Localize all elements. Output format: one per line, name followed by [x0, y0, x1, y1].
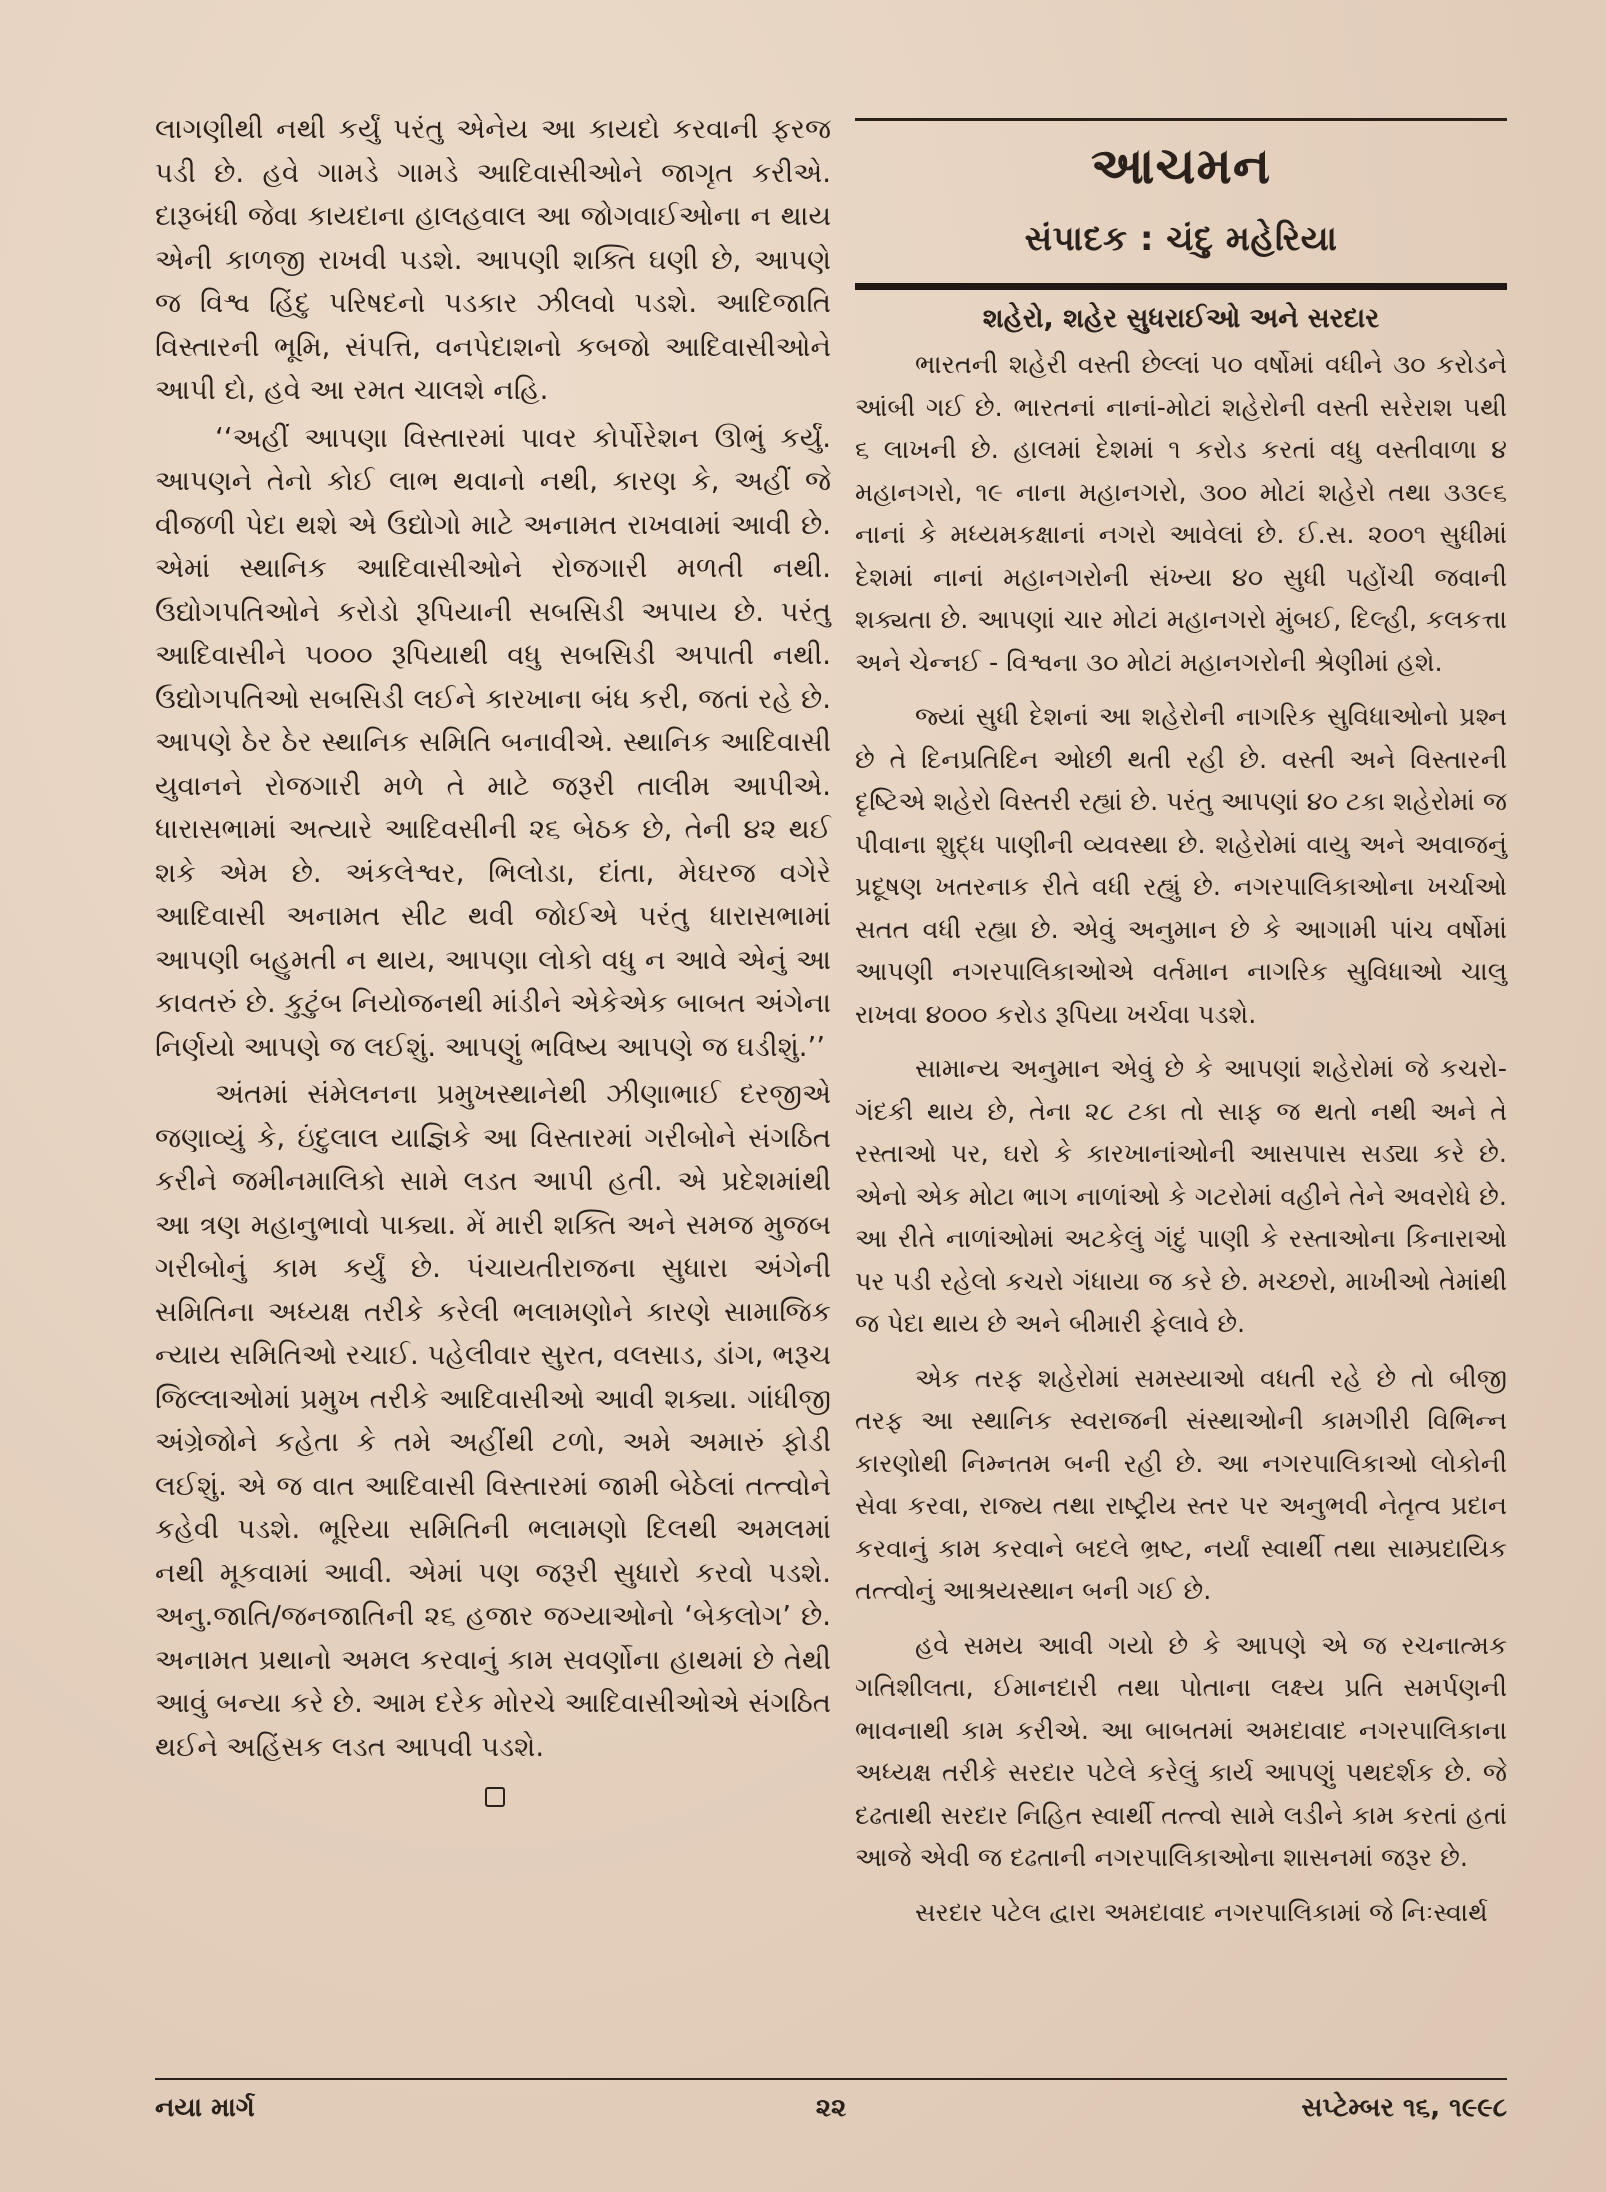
top-rule: [855, 118, 1507, 121]
right-paragraph-1: ભારતની શહેરી વસ્તી છેલ્લાં ૫૦ વર્ષોમાં વધીને ૩૦ કરોડને આંબી ગઈ છે. ભારતનાં નાનાં-મોટાં શહેરોની વસ્તી સરેરાશ ૫થી ૬ લાખની છે. હાલમાં દેશમાં ૧ કરોડ કરતાં વધુ વસ્તીવાળા ૪ મહાનગરો, ૧૯ નાના મહાનગરો, ૩૦૦ મોટાં શહેરો તથા ૩૩૯૬ નાનાં કે મધ્યમકક્ષાનાં નગરો આવેલાં છે. ઈ.સ. ૨૦૦૧ સુધીમાં દેશમાં નાનાં મહાનગરોની સંખ્યા ૪૦ સુધી પહોંચી જવાની શક્યતા છે. આપણાં ચાર મોટાં મહાનગરો મુંબઈ, દિલ્હી, કલકત્તા અને ચેન્નઈ - વિશ્વના ૩૦ મોટાં મહાનગરોની શ્રેણીમાં હશે.: [855, 350, 1507, 678]
left-paragraph-2: ‘‘અહીં આપણા વિસ્તારમાં પાવર કોર્પોરેશન ઊભું કર્યું. આપણને તેનો કોઈ લાભ થવાનો નથી, કારણ કે, અહીં જે વીજળી પેદા થશે એ ઉદ્યોગો માટે અનામત રાખવામાં આવી છે. એમાં સ્થાનિક આદિવાસીઓને રોજગારી મળતી નથી. ઉદ્યોગપતિઓને કરોડો રૂપિયાની સબસિડી અપાય છે. પરંતુ આદિવાસીને ૫૦૦૦ રૂપિયાથી વધુ સબસિડી અપાતી નથી. ઉદ્યોગપતિઓ સબસિડી લઈને કારખાના બંધ કરી, જતાં રહે છે. આપણે ઠેર ઠેર સ્થાનિક સમિતિ બનાવીએ. સ્થાનિક આદિવાસી યુવાનને રોજગારી મળે તે માટે જરૂરી તાલીમ આપીએ. ધારાસભામાં અત્યારે આદિવસીની ૨૬ બેઠક છે, તેની ૪૨ થઈ શકે એમ છે. અંકલેશ્વર, ભિલોડા, દાંતા, મેઘરજ વગેરે આદિવાસી અનામત સીટ થવી જોઈએ પરંતુ ધારાસભામાં આપણી બહુમતી ન થાય, આપણા લોકો વધુ ન આવે એનું આ કાવતરું છે. કુટુંબ નિયોજનથી માંડીને એકેએક બાબત અંગેના નિર્ણયો આપણે જ લઈશું. આપણું ભવિષ્ય આપણે જ ઘડીશું.’’: [155, 421, 831, 1063]
article-title: શહેરો, શહેર સુધરાઈઓ અને સરદાર: [982, 303, 1380, 334]
right-column: [855, 118, 1507, 1934]
publication-name: નયા માર્ગ: [155, 2093, 255, 2123]
end-of-article-mark: [485, 1787, 505, 1807]
editor-line: સંપાદક : ચંદુ મહેરિયા: [1024, 219, 1338, 259]
right-paragraph-4: એક તરફ શહેરોમાં સમસ્યાઓ વધતી રહે છે તો બીજી તરફ આ સ્થાનિક સ્વરાજની સંસ્થાઓની કામગીરી વિભિન્ન કારણોથી નિમ્નતમ બની રહી છે. આ નગરપાલિકાઓ લોકોની સેવા કરવા, રાજ્ય તથા રાષ્ટ્રીય સ્તર પર અનુભવી નેતૃત્વ પ્રદાન કરવાનું કામ કરવાને બદલે ભ્રષ્ટ, નર્યાં સ્વાર્થી તથા સામ્પ્રદાયિક તત્ત્વોનું આશ્રયસ્થાન બની ગઈ છે.: [855, 1363, 1507, 1606]
footer-rule: [155, 2078, 1507, 2080]
right-paragraph-5: હવે સમય આવી ગયો છે કે આપણે એ જ રચનાત્મક ગતિશીલતા, ઈમાનદારી તથા પોતાના લક્ષ્ય પ્રતિ સમર્પણની ભાવનાથી કામ કરીએ. આ બાબતમાં અમદાવાદ નગરપાલિકાના અધ્યક્ષ તરીકે સરદાર પટેલે કરેલું કાર્ય આપણું પથદર્શક છે. જે દઢતાથી સરદાર નિહિત સ્વાર્થી તત્ત્વો સામે લડીને કામ કરતાં હતાં આજે એવી જ દઢતાની નગરપાલિકાઓના શાસનમાં જરૂર છે.: [855, 1630, 1507, 1873]
article-body: [855, 344, 1507, 1934]
left-column: [155, 108, 831, 1807]
thick-rule: [855, 283, 1507, 290]
right-paragraph-2: જ્યાં સુધી દેશનાં આ શહેરોની નાગરિક સુવિધાઓનો પ્રશ્ન છે તે દિનપ્રતિદિન ઓછી થતી રહી છે. વસ્તી અને વિસ્તારની દૃષ્ટિએ શહેરો વિસ્તરી રહ્યાં છે. પરંતુ આપણાં ૪૦ ટકા શહેરોમાં જ પીવાના શુદ્ધ પાણીની વ્યવસ્થા છે. શહેરોમાં વાયુ અને અવાજનું પ્રદૂષણ ખતરનાક રીતે વધી રહ્યું છે. નગરપાલિકાઓના ખર્ચાઓ સતત વધી રહ્યા છે. એવું અનુમાન છે કે આગામી પાંચ વર્ષોમાં આપણી નગરપાલિકાઓએ વર્તમાન નાગરિક સુવિધાઓ ચાલુ રાખવા ૪૦૦૦ કરોડ રૂપિયા ખર્ચવા પડશે.: [855, 702, 1507, 1030]
right-paragraph-6: સરદાર પટેલ દ્વારા અમદાવાદ નગરપાલિકામાં જે નિઃસ્વાર્થ: [915, 1897, 1488, 1928]
left-paragraph-1: લાગણીથી નથી કર્યું પરંતુ એનેય આ કાયદો કરવાની ફરજ પડી છે. હવે ગામડે ગામડે આદિવાસીઓને જાગૃત કરીએ. દારૂબંધી જેવા કાયદાના હાલહવાલ આ જોગવાઈઓના ન થાય એની કાળજી રાખવી પડશે. આપણી શક્તિ ઘણી છે, આપણે જ વિશ્વ હિંદુ પરિષદનો પડકાર ઝીલવો પડશે. આદિજાતિ વિસ્તારની ભૂમિ, સંપત્તિ, વનપેદાશનો કબજો આદિવાસીઓને આપી દો, હવે આ રમત ચાલશે નહિ.: [155, 113, 831, 406]
issue-date: સપ્ટેમ્બર ૧૬, ૧૯૯૮: [1301, 2093, 1507, 2123]
right-paragraph-3: સામાન્ય અનુમાન એવું છે કે આપણાં શહેરોમાં જે કચરો-ગંદકી થાય છે, તેના ૨૮ ટકા તો સાફ જ થતો નથી અને તે રસ્તાઓ પર, ઘરો કે કારખાનાંઓની આસપાસ સડ્યા કરે છે. એનો એક મોટા ભાગ નાળાંઓ કે ગટરોમાં વહીને તેને અવરોધે છે. આ રીતે નાળાંઓમાં અટકેલું ગંદું પાણી કે રસ્તાઓના કિનારાઓ પર પડી રહેલો કચરો ગંધાયા જ કરે છે. મચ્છરો, માખીઓ તેમાંથી જ પેદા થાય છે અને બીમારી ફેલાવે છે.: [855, 1054, 1507, 1339]
page-number: ૨૨: [815, 2093, 847, 2123]
section-title: આચમન: [1090, 137, 1272, 195]
left-paragraph-3: અંતમાં સંમેલનના પ્રમુખસ્થાનેથી ઝીણાભાઈ દરજીએ જણાવ્યું કે, ઇંદુલાલ યાજ્ઞિકે આ વિસ્તારમાં ગરીબોને સંગઠિત કરીને જમીનમાલિકો સામે લડત આપી હતી. એ પ્રદેશમાંથી આ ત્રણ મહાનુભાવો પાક્યા. મેં મારી શક્તિ અને સમજ મુજબ ગરીબોનું કામ કર્યું છે. પંચાયતીરાજના સુધારા અંગેની સમિતિના અધ્યક્ષ તરીકે કરેલી ભલામણોને કારણે સામાજિક ન્યાય સમિતિઓ રચાઈ. પહેલીવાર સુરત, વલસાડ, ડાંગ, ભરૂચ જિલ્લાઓમાં પ્રમુખ તરીકે આદિવાસીઓ આવી શક્યા. ગાંધીજી અંગ્રેજોને કહેતા કે તમે અહીંથી ટળો, અમે અમારું ફોડી લઈશું. એ જ વાત આદિવાસી વિસ્તારમાં જામી બેઠેલાં તત્ત્વોને કહેવી પડશે. ભૂરિયા સમિતિની ભલામણો દિલથી અમલમાં નથી મૂકવામાં આવી. એમાં પણ જરૂરી સુધારો કરવો પડશે. અનુ.જાતિ/જનજાતિની ૨૬ હજાર જગ્યાઓનો ‘બેકલોગ’ છે. અનામત પ્રથાનો અમલ કરવાનું કામ સવર્ણોના હાથમાં છે તેથી આવું બન્યા કરે છે. આમ દરેક મોરચે આદિવાસીઓએ સંગઠિત થઈને અહિંસક લડત આપવી પડશે.: [155, 1078, 831, 1763]
